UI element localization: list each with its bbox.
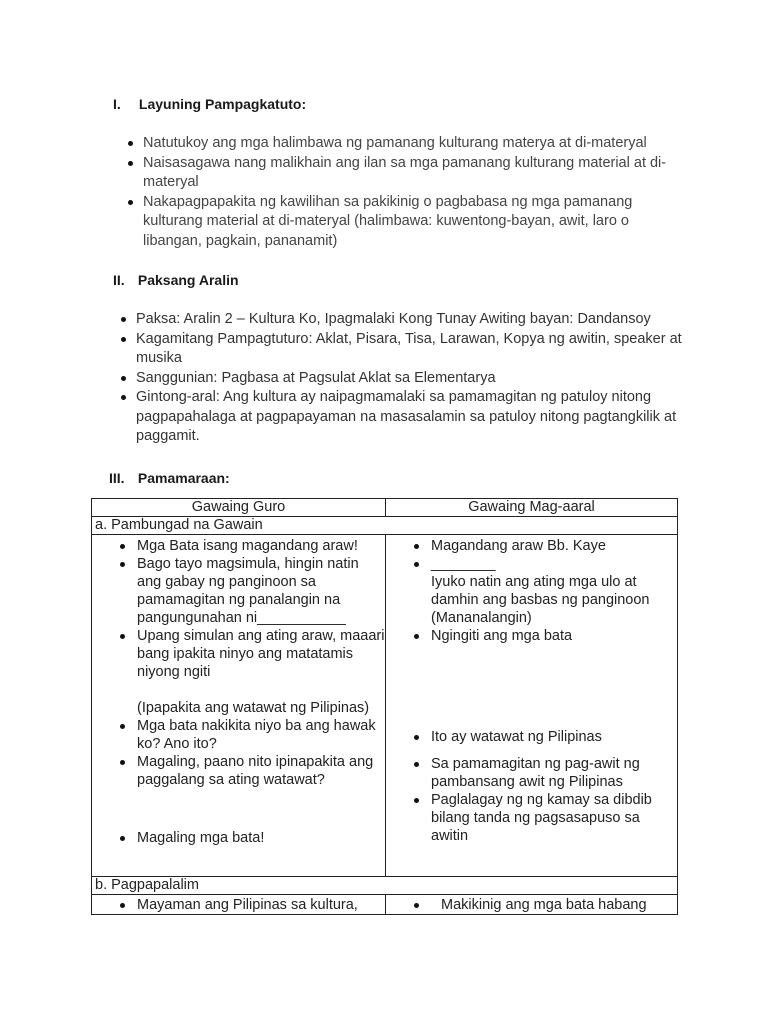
section-2-heading <box>113 272 239 288</box>
list-item: Ngingiti ang mga bata <box>386 627 677 645</box>
objectives-list <box>126 134 686 251</box>
topic-item: Paksa: Aralin 2 – Kultura Ko, Ipagmalaki Kong Tunay Awiting bayan: Dandansoy <box>119 310 689 330</box>
table-header-row <box>92 499 678 517</box>
list-item: Mga Bata isang magandang araw! <box>92 537 385 555</box>
list-item-spacer <box>92 789 385 829</box>
magaaral-list-b <box>386 895 677 914</box>
list-item: ________ <box>386 555 677 573</box>
column-header-guro: Gawaing Guro <box>92 499 386 517</box>
objective-item: Natutukoy ang mga halimbawa ng pamanang kulturang materya at di-materyal <box>126 134 686 154</box>
list-item: Sa pamamagitan ng pag-awit ng pambansang awit ng Pilipinas <box>386 755 677 791</box>
guro-cell-b <box>92 895 386 915</box>
list-item-spacer <box>386 645 677 728</box>
list-item: Mayaman ang Pilipinas sa kultura, <box>92 896 385 914</box>
section-1-number: I. <box>113 96 121 112</box>
objective-item: Nakapagpapakita ng kawilihan sa pakikinig o pagbabasa ng mga pamanang kulturang material at di-materyal (halimbawa: kuwentong-bayan, awit, laro o libangan, pagkain, pananamit) <box>126 193 686 252</box>
list-item-continuation: Iyuko natin ang ating mga ulo at damhin ang basbas ng panginoon (Mananalangin) <box>431 574 650 626</box>
section-2-number: II. <box>113 272 125 288</box>
list-item: Paglalagay ng ng kamay sa dibdib bilang tanda ng pagsasapuso sa awitin <box>386 791 677 845</box>
objective-item: Naisasagawa nang malikhain ang ilan sa mga pamanang kulturang material at di-materyal <box>126 154 686 193</box>
guro-list-a <box>92 535 385 847</box>
part-b-row <box>92 877 678 895</box>
list-item: Bago tayo magsimula, hingin natin ang gabay ng panginoon sa pamamagitan ng panalangin na pangungunahan ni___________ <box>92 555 385 627</box>
section-3-title: Pamamaraan: <box>137 470 230 486</box>
list-item: Mga bata nakikita niyo ba ang hawak ko? Ano ito? <box>92 717 385 753</box>
list-item: Makikinig ang mga bata habang <box>386 896 677 914</box>
topic-item: Gintong-aral: Ang kultura ay naipagmamalaki sa pamamagitan ng patuloy nitong pagpapahalaga at pagpapayaman na masasalamin sa patuloy nitong pagtangkilik at paggamit. <box>119 388 689 447</box>
procedure-table <box>91 498 678 915</box>
list-item: Magandang araw Bb. Kaye <box>386 537 677 555</box>
topic-item: Sanggunian: Pagbasa at Pagsulat Aklat sa Elementarya <box>119 369 689 389</box>
list-item: Upang simulan ang ating araw, maaari bang ipakita ninyo ang matatamis niyong ngiti <box>92 627 385 681</box>
magaaral-cell-b <box>386 895 678 915</box>
list-item-note: (Ipapakita ang watawat ng Pilipinas) <box>137 700 370 716</box>
guro-list-b <box>92 895 385 914</box>
section-3-heading <box>109 470 230 486</box>
magaaral-cell-a <box>386 535 678 877</box>
list-item: Magaling, paano nito ipinapakita ang paggalang sa ating watawat? <box>92 753 385 789</box>
part-b-label: b. Pagpapalalim <box>92 877 678 895</box>
part-a-content-row <box>92 535 678 877</box>
section-1-heading <box>113 96 306 112</box>
guro-cell-a <box>92 535 386 877</box>
list-item-spacer <box>386 746 677 755</box>
list-item: Magaling mga bata! <box>92 829 385 847</box>
part-a-label: a. Pambungad na Gawain <box>92 517 678 535</box>
section-1-title: Layuning Pampagkatuto: <box>138 96 307 112</box>
part-b-content-row <box>92 895 678 915</box>
part-a-row <box>92 517 678 535</box>
list-item-spacer <box>92 681 385 699</box>
magaaral-list-a <box>386 535 677 845</box>
section-3-number: III. <box>109 470 125 486</box>
topic-item: Kagamitang Pampagtuturo: Aklat, Pisara, Tisa, Larawan, Kopya ng awitin, speaker at musika <box>119 330 689 369</box>
list-item: Ito ay watawat ng Pilipinas <box>386 728 677 746</box>
topic-list <box>119 310 689 447</box>
column-header-magaaral: Gawaing Mag-aaral <box>386 499 678 517</box>
section-2-title: Paksang Aralin <box>137 272 239 288</box>
